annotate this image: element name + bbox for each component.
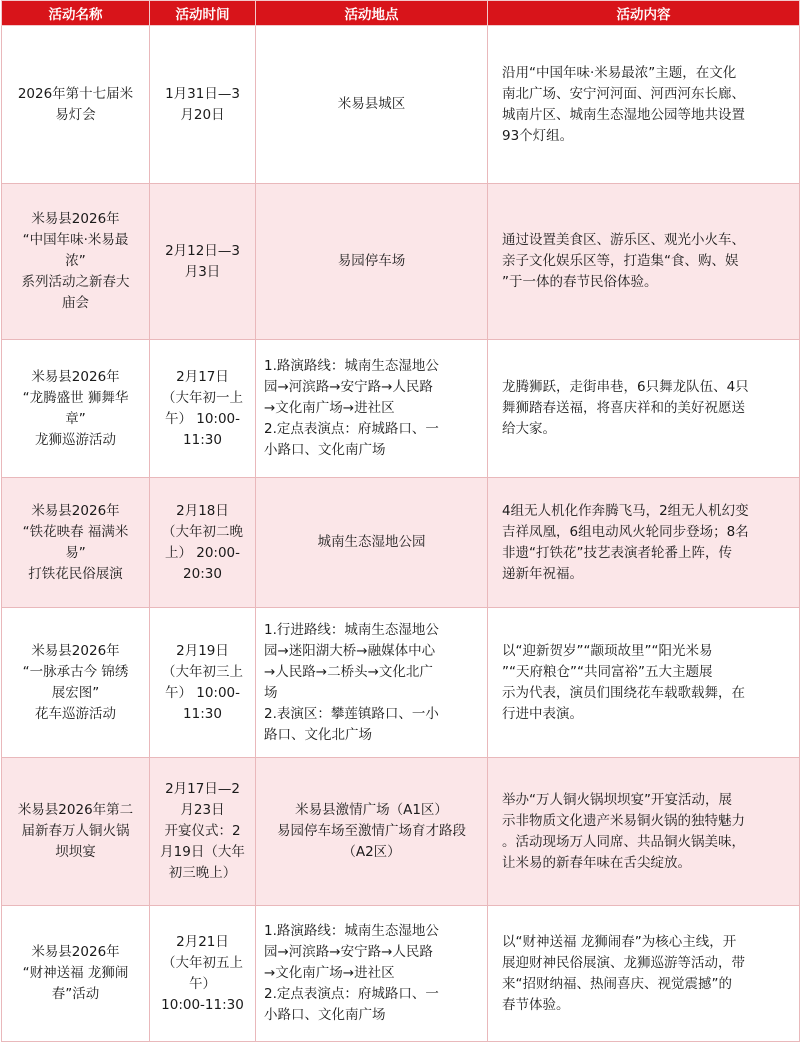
activity-content-cell	[488, 340, 800, 478]
activity-name-cell-line: 米易县2026年	[31, 502, 120, 519]
activity-content-cell-line: 城南片区、城南生态湿地公园等地共设置	[502, 106, 745, 123]
activity-time-cell-line: 初三晚上）	[168, 865, 237, 881]
table-row	[2, 184, 800, 340]
activity-time-cell-line: 午）	[189, 975, 216, 992]
activity-time-cell-line: 20:30	[183, 565, 222, 582]
header-activity-time: 活动时间	[150, 1, 256, 26]
activity-place-cell	[256, 906, 488, 1042]
activity-place-cell-line: 1.行进路线：城南生态湿地公	[264, 621, 439, 638]
activity-name-cell	[2, 184, 150, 340]
activity-name-cell-line: 届新春万人铜火锅	[21, 823, 130, 839]
activity-place-cell-line: 园→河滨路→安宁路→人民路	[264, 379, 433, 395]
activity-place-cell-line: 易园停车场至激情广场育才路段	[277, 823, 466, 839]
activity-content-cell-line: 沿用“中国年味·米易最浓”主题，在文化	[502, 64, 737, 81]
activity-time-cell	[150, 26, 256, 184]
activity-name-cell	[2, 478, 150, 608]
header-activity-name: 活动名称	[2, 1, 150, 26]
activity-place-cell-line: →人民路→二桥头→文化北广	[264, 663, 433, 680]
table-row	[2, 758, 800, 906]
activity-content-cell	[488, 758, 800, 906]
activity-place-cell-line: 城南生态湿地公园	[317, 534, 426, 550]
activity-time-cell	[150, 608, 256, 758]
activity-content-cell-line: 以“财神送福 龙狮闹春”为核心主线，开	[502, 933, 737, 950]
activity-content-cell-line: 亲子文化娱乐区等，打造集“食、购、娱	[502, 253, 739, 269]
activity-place-cell-line: 场	[264, 684, 278, 701]
activity-name-cell-line: 春”活动	[51, 986, 100, 1002]
activity-time-cell-line: （大年初三上	[162, 663, 243, 680]
activity-content-cell-line: 行进中表演。	[502, 705, 583, 722]
activity-name-cell-line: 米易县2026年	[31, 642, 120, 659]
activity-time-cell-line: 月19日（大年	[160, 844, 245, 860]
activity-name-cell-line: 米易县2026年	[31, 368, 120, 385]
activity-name-cell-line: “铁花映春 福满米	[22, 523, 129, 540]
activity-content-cell-line: 示非物质文化遗产米易铜火锅的独特魅力	[502, 812, 745, 829]
activity-time-cell	[150, 906, 256, 1042]
activity-place-cell-line: 小路口、文化南广场	[264, 442, 386, 458]
activity-content-cell	[488, 478, 800, 608]
activity-time-cell-line: 11:30	[183, 431, 222, 448]
activity-time-cell	[150, 478, 256, 608]
activity-place-cell-line: 小路口、文化南广场	[264, 1007, 386, 1023]
activity-time-cell	[150, 340, 256, 478]
activity-content-cell-line: 以“迎新贺岁”“颛顼故里”“阳光米易	[502, 642, 713, 659]
activity-time-cell-line: 2月12日—3	[165, 242, 240, 259]
activity-place-cell-line: 2.定点表演点：府城路口、一	[264, 986, 439, 1002]
activity-name-cell-line: 米易县2026年	[31, 211, 120, 227]
activity-content-cell-line: 通过设置美食区、游乐区、观光小火车、	[502, 232, 745, 248]
activity-time-cell-line: 2月19日	[176, 642, 229, 659]
activity-time-cell-line: 2月17日	[176, 368, 229, 385]
activity-place-cell-line: →文化南广场→进社区	[264, 965, 395, 981]
activity-place-cell-line: 园→迷阳湖大桥→融媒体中心	[264, 642, 436, 659]
activity-content-cell-line: 示为代表，演员们围绕花车载歌载舞，在	[502, 684, 745, 701]
activity-time-cell-line: 上） 20:00-	[164, 544, 241, 561]
table-row	[2, 478, 800, 608]
activity-content-cell-line: 非遗“打铁花”技艺表演者轮番上阵，传	[502, 544, 732, 561]
activity-time-cell-line: 月3日	[184, 263, 221, 280]
activity-place-cell	[256, 758, 488, 906]
activity-content-cell-line: 给大家。	[502, 421, 556, 437]
activity-content-cell-line: 南北广场、安宁河河面、河西河东长廊、	[502, 85, 745, 102]
activity-place-cell	[256, 26, 488, 184]
activity-place-cell	[256, 340, 488, 478]
activity-name-cell-line: 米易县2026年第二	[17, 802, 134, 818]
activity-place-cell-line: 2.定点表演点：府城路口、一	[264, 421, 439, 437]
activity-place-cell-line: （A2区）	[342, 844, 401, 860]
activity-content-cell-line: ”于一体的春节民俗体验。	[502, 274, 658, 290]
activity-name-cell-line: “龙腾盛世 狮舞华	[22, 389, 129, 406]
activity-time-cell-line: 月23日	[180, 802, 225, 818]
activity-name-cell-line: “财神送福 龙狮闹	[22, 965, 129, 981]
activity-name-cell	[2, 608, 150, 758]
activity-time-cell-line: （大年初二晚	[162, 523, 243, 540]
activity-name-cell	[2, 758, 150, 906]
activity-content-cell-line: 吉祥凤凰，6组电动风火轮同步登场；8名	[502, 523, 749, 540]
activity-place-cell-line: 1.路演路线：城南生态湿地公	[264, 923, 439, 939]
activity-time-cell-line: 午） 10:00-	[164, 410, 241, 427]
activity-content-cell	[488, 906, 800, 1042]
activity-time-cell-line: 11:30	[183, 705, 222, 722]
activity-content-cell-line: 递新年祝福。	[502, 565, 583, 582]
activity-place-cell-line: 2.表演区：攀莲镇路口、一小	[264, 705, 439, 722]
activity-time-cell-line: 月20日	[180, 106, 225, 123]
table-row	[2, 608, 800, 758]
activity-content-cell-line: 春节体验。	[502, 996, 570, 1013]
header-row	[2, 1, 800, 26]
activity-name-cell-line: 花车巡游活动	[35, 705, 116, 722]
activity-place-cell-line: 米易县激情广场（A1区）	[295, 802, 448, 818]
activity-name-cell-line: “一脉承古今 锦绣	[22, 663, 129, 680]
activity-name-cell-line: 2026年第十七届米	[17, 85, 134, 102]
table-row	[2, 340, 800, 478]
activity-name-cell-line: 章”	[65, 410, 86, 427]
table-row	[2, 26, 800, 184]
activity-place-cell-line: 易园停车场	[337, 253, 406, 269]
activity-time-cell-line: 开宴仪式：2	[164, 823, 241, 839]
activity-content-cell	[488, 26, 800, 184]
activity-time-cell	[150, 184, 256, 340]
activity-place-cell	[256, 608, 488, 758]
activity-time-cell-line: 10:00-11:30	[161, 996, 244, 1013]
activity-time-cell-line: 2月21日	[176, 933, 229, 950]
activity-time-cell-line: 午） 10:00-	[164, 684, 241, 701]
activity-name-cell	[2, 906, 150, 1042]
activity-name-cell-line: 展宏图”	[51, 684, 100, 701]
activity-name-cell-line: 打铁花民俗展演	[28, 565, 123, 582]
activity-content-cell-line: 让米易的新春年味在舌尖绽放。	[502, 854, 691, 871]
activity-time-cell-line: 2月17日—2	[165, 781, 240, 797]
activity-content-cell	[488, 608, 800, 758]
activity-content-cell-line: 举办“万人铜火锅坝坝宴”开宴活动，展	[502, 791, 732, 808]
activity-name-cell	[2, 26, 150, 184]
activity-content-cell-line: 展迎财神民俗展演、龙狮巡游等活动，带	[502, 954, 745, 971]
activity-name-cell-line: 坝坝宴	[55, 844, 96, 860]
header-activity-place: 活动地点	[256, 1, 488, 26]
activity-content-cell	[488, 184, 800, 340]
activity-name-cell	[2, 340, 150, 478]
activity-content-cell-line: 舞狮踏春送福，将喜庆祥和的美好祝愿送	[502, 400, 745, 416]
activity-place-cell-line: →文化南广场→进社区	[264, 400, 395, 416]
activity-content-cell-line: 93个灯组。	[502, 127, 574, 144]
activity-content-cell-line: 4组无人机化作奔腾飞马，2组无人机幻变	[502, 502, 749, 519]
activity-place-cell-line: 1.路演路线：城南生态湿地公	[264, 358, 439, 374]
activity-place-cell	[256, 478, 488, 608]
activity-name-cell-line: 系列活动之新春大	[21, 274, 130, 290]
activity-name-cell-line: 庙会	[62, 295, 89, 311]
activity-time-cell-line: （大年初五上	[162, 954, 243, 971]
activity-content-cell-line: 龙腾狮跃，走街串巷，6只舞龙队伍、4只	[502, 379, 749, 395]
activity-content-cell-line: 来“招财纳福、热闹喜庆、视觉震撼”的	[502, 975, 732, 992]
activity-name-cell-line: 浓”	[65, 253, 86, 269]
activity-name-cell-line: 龙狮巡游活动	[35, 431, 116, 448]
activity-content-cell-line: 。活动现场万人同席、共品铜火锅美味，	[502, 833, 745, 850]
activity-name-cell-line: 易”	[65, 544, 86, 561]
activity-name-cell-line: “中国年味·米易最	[22, 232, 129, 248]
activity-time-cell-line: （大年初一上	[162, 389, 243, 406]
activity-time-cell-line: 1月31日—3	[165, 85, 240, 102]
activity-time-cell	[150, 758, 256, 906]
activity-place-cell-line: 路口、文化北广场	[264, 726, 372, 743]
table-row	[2, 906, 800, 1042]
activity-place-cell-line: 园→河滨路→安宁路→人民路	[264, 944, 433, 960]
events-table	[1, 0, 800, 1042]
activity-place-cell	[256, 184, 488, 340]
activity-content-cell-line: ”“天府粮仓”“共同富裕”五大主题展	[502, 663, 713, 680]
activity-name-cell-line: 米易县2026年	[31, 944, 120, 960]
activity-time-cell-line: 2月18日	[176, 502, 229, 519]
activity-place-cell-line: 米易县城区	[337, 96, 406, 112]
header-activity-content: 活动内容	[488, 1, 800, 26]
activity-name-cell-line: 易灯会	[55, 106, 96, 123]
